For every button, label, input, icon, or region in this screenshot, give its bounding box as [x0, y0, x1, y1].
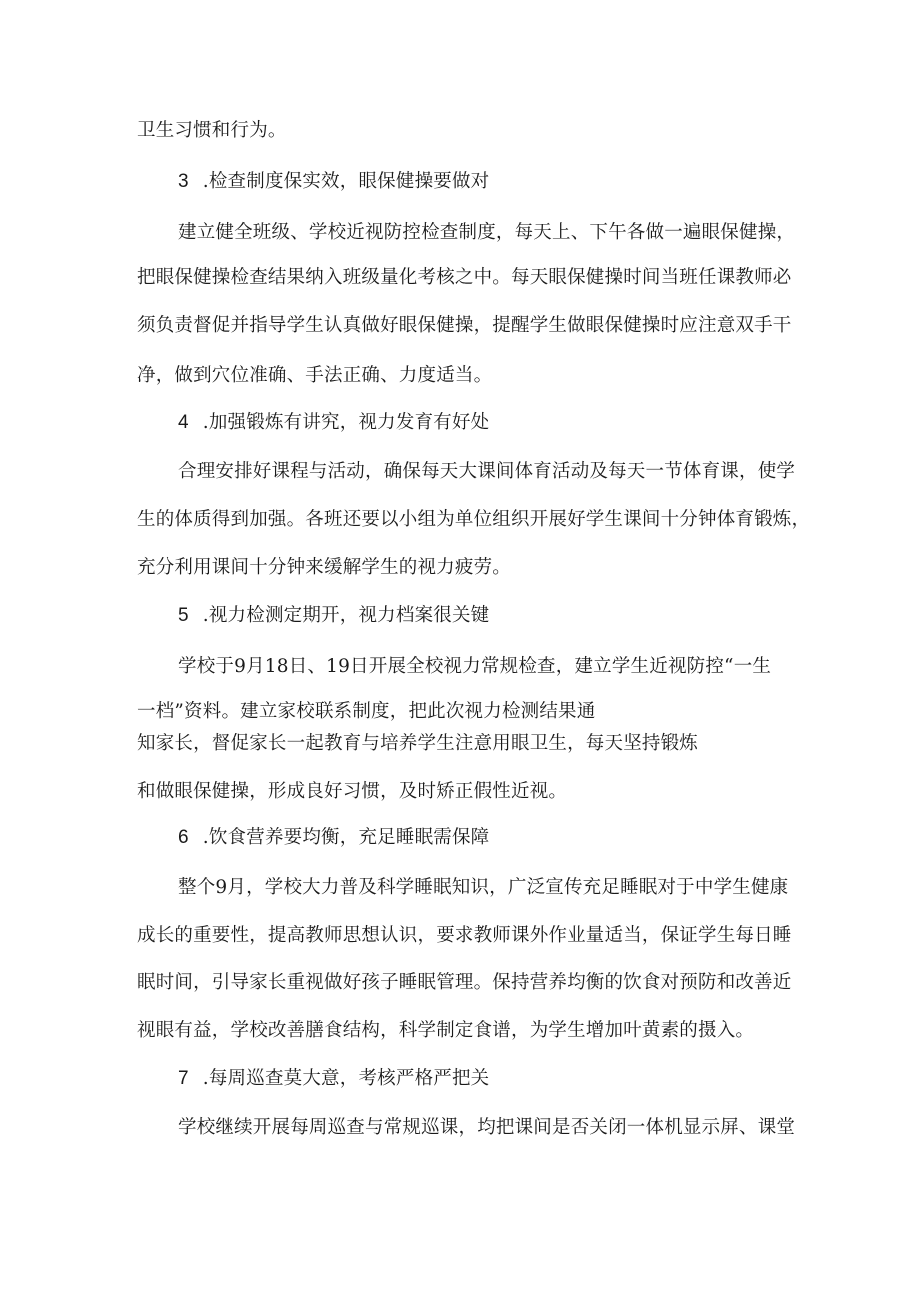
line-text: 建立健全班级、学校近视防控检查制度，每天上、下午各做一遍眼保健操， — [178, 222, 796, 243]
paragraph-line — [137, 364, 492, 388]
line-text: 净，做到穴位准确、手法正确、力度适当。 — [137, 365, 493, 386]
line-text: 学校继续开展每周巡查与常规巡课，均把课间是否关闭一体机显示屏、课堂 — [178, 1117, 796, 1138]
section-number: 4 — [178, 412, 189, 433]
section-title: .饮食营养要均衡，充足睡眠需保障 — [202, 827, 490, 848]
line-text: 把眼保健操检查结果纳入班级量化考核之中。每天眼保健操时间当班任课教师必 — [137, 267, 792, 288]
line-text: 视眼有益，学校改善膳食结构，科学制定食谱，为学生增加叶黄素的摄入。 — [137, 1020, 755, 1041]
paragraph-line — [178, 221, 795, 245]
line-text: 成长的重要性，提高教师思想认识，要求教师课外作业量适当，保证学生每日睡 — [137, 925, 792, 946]
section-title: .加强锻炼有讲究，视力发育有好处 — [202, 412, 490, 433]
paragraph-line — [137, 556, 511, 580]
line-text: 合理安排好课程与活动，确保每天大课间体育活动及每天一节体育课，使学 — [178, 461, 796, 482]
paragraph-line — [137, 508, 810, 532]
section-number: 3 — [178, 171, 189, 192]
section-heading-7 — [178, 1067, 489, 1091]
line-text: 眠时间，引导家长重视做好孩子睡眠管理。保持营养均衡的饮食对预防和改善近 — [137, 972, 792, 993]
section-number: 6 — [178, 827, 189, 848]
line-text: 卫生习惯和行为。 — [137, 120, 287, 141]
paragraph-line — [137, 119, 287, 143]
line-text: 知家长，督促家长一起教育与培养学生注意用眼卫生，每天坚持锻炼 — [137, 733, 699, 754]
line-text: 学校于9月18日、19日开展全校视力常规检查，建立学生近视防控“一生 — [178, 656, 772, 677]
line-text: 和做眼保健操，形成良好习惯，及时矫正假性近视。 — [137, 781, 568, 802]
line-text: 生的体质得到加强。各班还要以小组为单位组织开展好学生课间十分钟体育锻炼， — [137, 509, 811, 530]
section-title: .检查制度保实效，眼保健操要做对 — [202, 171, 490, 192]
paragraph-line — [137, 924, 792, 948]
line-text: 整个9月，学校大力普及科学睡眠知识，广泛宣传充足睡眠对于中学生健康 — [178, 877, 789, 898]
paragraph-line — [178, 1116, 795, 1140]
paragraph-line — [137, 314, 792, 338]
section-number: 5 — [178, 605, 189, 626]
section-heading-6 — [178, 826, 489, 850]
paragraph-line — [178, 460, 795, 484]
line-text: 须负责督促并指导学生认真做好眼保健操，提醒学生做眼保健操时应注意双手干 — [137, 315, 792, 336]
section-title: .每周巡查莫大意，考核严格严把关 — [202, 1068, 490, 1089]
paragraph-line — [178, 655, 771, 679]
paragraph-line — [137, 971, 792, 995]
paragraph-line — [137, 1019, 754, 1043]
section-heading-4 — [178, 411, 489, 435]
paragraph-line — [137, 700, 595, 724]
line-text: 充分利用课间十分钟来缓解学生的视力疲劳。 — [137, 557, 512, 578]
paragraph-line — [137, 780, 567, 804]
section-heading-5 — [178, 604, 489, 628]
section-title: .视力检测定期开，视力档案很关键 — [202, 605, 490, 626]
paragraph-line — [137, 732, 698, 756]
line-text: 一档”资料。建立家校联系制度，把此次视力检测结果通 — [137, 701, 596, 722]
paragraph-line — [137, 266, 792, 290]
section-number: 7 — [178, 1068, 189, 1089]
paragraph-line — [178, 876, 788, 900]
section-heading-3 — [178, 170, 489, 194]
